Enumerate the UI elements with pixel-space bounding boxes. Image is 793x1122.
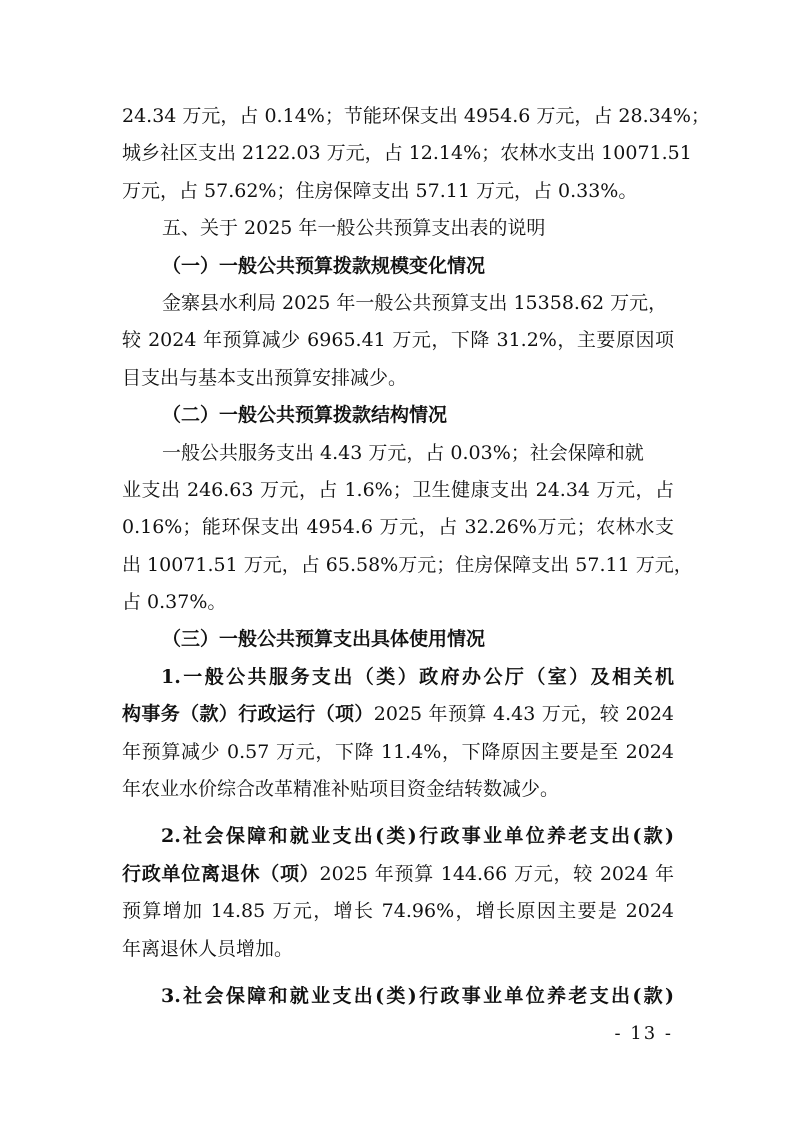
paragraph-start: 金寨县水利局 2025 年一般公共预算支出 15358.62 万元， [162, 291, 668, 314]
item-body-text: 2025 年预算 4.43 万元，较 2024 [373, 703, 674, 726]
spacer [122, 808, 674, 818]
text-line: 24.34 万元，占 0.14%；节能环保支出 4954.6 万元，占 28.34%； [122, 105, 710, 127]
text-line: 万元，占 57.62%；住房保障支出 57.11 万元，占 0.33%。 [122, 179, 638, 202]
document-page [122, 98, 710, 1015]
item-title-tail: 行政单位离退休（项） [122, 862, 320, 885]
subsection-heading: （一）一般公共预算拨款规模变化情况 [162, 254, 486, 277]
mixed-line-2 [122, 856, 674, 893]
item-body-text: 2025 年预算 144.66 万元，较 2024 年 [319, 862, 674, 885]
text-line: 年预算减少 0.57 万元，下降 11.4%，下降原因主要是至 2024 [122, 740, 674, 763]
text-line: 占 0.37%。 [122, 591, 227, 614]
subsection-heading: （三）一般公共预算支出具体使用情况 [162, 628, 486, 651]
text-line: 城乡社区支出 2122.03 万元，占 12.14%；农林水支出 10071.51 [122, 142, 692, 165]
text-line: 年离退休人员增加。 [122, 937, 294, 960]
page-number: - 13 - [614, 1023, 673, 1044]
text-line: 较 2024 年预算减少 6965.41 万元，下降 31.2%，主要原因项 [122, 329, 674, 352]
mixed-line-1 [122, 696, 674, 733]
text-line: 年农业水价综合改革精准补贴项目资金结转数减少。 [122, 778, 560, 801]
item-heading-2: 2.社会保障和就业支出(类)行政事业单位养老支出(款) [161, 825, 674, 848]
item-heading-3: 3.社会保障和就业支出(类)行政事业单位养老支出(款) [161, 984, 674, 1007]
paragraph-start: 一般公共服务支出 4.43 万元，占 0.03%；社会保障和就 [162, 441, 644, 464]
text-line: 出 10071.51 万元，占 65.58%万元；住房保障支出 57.11 万元， [122, 553, 693, 576]
subsection-heading: （二）一般公共预算拨款结构情况 [162, 404, 448, 427]
spacer [122, 968, 674, 978]
text-line: 预算增加 14.85 万元，增长 74.96%，增长原因主要是 2024 [122, 900, 674, 923]
item-title-tail: 构事务（款）行政运行（项） [122, 703, 374, 726]
item-heading-1: 1.一般公共服务支出（类）政府办公厅（室）及相关机 [161, 665, 674, 688]
text-line: 0.16%；能环保支出 4954.6 万元，占 32.26%万元；农林水支 [122, 516, 674, 539]
text-line: 目支出与基本支出预算安排减少。 [122, 366, 408, 389]
section-heading: 五、关于 2025 年一般公共预算支出表的说明 [162, 217, 546, 240]
text-line: 业支出 246.63 万元，占 1.6%；卫生健康支出 24.34 万元，占 [122, 478, 674, 501]
